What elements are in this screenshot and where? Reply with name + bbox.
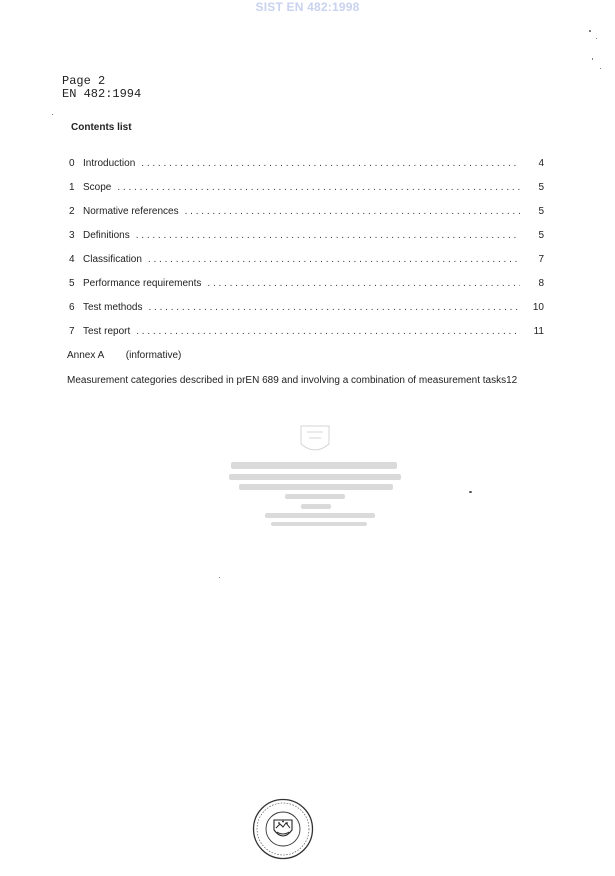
contents-title: Contents list [71,122,132,133]
toc-entry-number: 5 [69,278,75,289]
standard-reference: EN 482:1994 [62,87,142,101]
toc-entry-test-report [69,326,544,340]
dot-leader [136,326,520,337]
toc-entry-classification [69,254,544,268]
scan-speck [52,114,53,115]
toc-entry-introduction [69,158,544,172]
scan-speck [600,68,601,69]
toc-entry-page: 7 [538,254,544,265]
toc-entry-number: 7 [69,326,75,337]
scan-speck [596,38,597,39]
annex-label: Annex A [67,350,105,361]
toc-entry-title: Normative references [83,206,179,217]
page-number: Page 2 [62,74,106,88]
page-header [62,75,141,101]
toc-entry-performance-requirements [69,278,544,292]
toc-entry-title: Definitions [83,230,130,241]
toc-entry-page: 11 [533,326,544,337]
toc-entry-title: Test methods [83,302,143,313]
toc-entry-title: Performance requirements [83,278,202,289]
toc-entry-number: 0 [69,158,75,169]
round-seal-icon [252,798,314,860]
toc-entry-page: 4 [538,158,544,169]
scan-speck [592,58,593,60]
toc-entry-page: 5 [538,206,544,217]
dot-leader [185,206,520,217]
toc-entry-title: Test report [83,326,131,337]
toc-entry-title: Introduction [83,158,136,169]
toc-entry-page: 8 [538,278,544,289]
toc-entry-test-methods [69,302,544,316]
toc-entry-page: 5 [538,182,544,193]
dot-leader [207,278,520,289]
dot-leader [148,254,520,265]
toc-entry-definitions [69,230,544,244]
scan-speck [469,491,472,493]
institute-stamp-icon [225,420,405,530]
toc-entry-title: Scope [83,182,112,193]
toc-entry-number: 1 [69,182,75,193]
dot-leader [148,302,520,313]
scan-speck [589,30,591,32]
document-watermark: SIST EN 482:1998 [255,0,360,14]
toc-entry-number: 4 [69,254,75,265]
annex-heading [67,350,181,361]
dot-leader [136,230,520,241]
toc-entry-page: 5 [538,230,544,241]
toc-entry-number: 3 [69,230,75,241]
dot-leader [117,182,520,193]
scan-speck [219,577,220,578]
toc-entry-page: 10 [532,302,544,313]
toc-entry-number: 6 [69,302,75,313]
annex-type: (informative) [125,350,182,361]
toc-entry-normative-references [69,206,544,220]
annex-description: Measurement categories described in prEN 689 and involving a combination of measurement tasks12 [67,375,518,386]
toc-entry-title: Classification [83,254,142,265]
dot-leader [141,158,520,169]
toc-entry-scope [69,182,544,196]
toc-entry-number: 2 [69,206,75,217]
